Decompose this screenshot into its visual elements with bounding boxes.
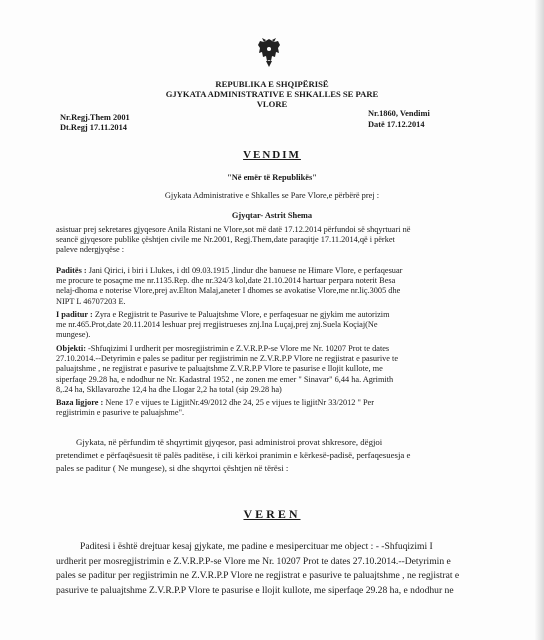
ref-left-line2: Dt.Regj 17.11.2014: [60, 123, 127, 132]
veren-line: pales se paditur per regjistrimin ne Z.V.R.P.P Vlore ne regjistrat e pasurive te paluajtshme , ne regjistrat e: [56, 570, 460, 581]
decision-subtitle: "Në emër të Republikës": [227, 173, 317, 182]
ref-right-line1: Nr.1860, Vendimi: [368, 109, 430, 118]
object-line: paluajtshme , ne regjistrat e pasurive te paluajtshme Z.V.R.P.P Vlore te pasurise e llojit kullote, me: [56, 364, 383, 374]
intro-line: seancë gjyqesore publike çështjen civile me Nr.2001, Regj.Them,date paraqitje 17.11.2014,që i përket: [56, 235, 395, 245]
legal-basis-section: [56, 398, 518, 418]
object-line: -Shfuqizimi I urdherit per mosregjistrimin e Z.V.R.P.P-se Vlore me Nr. 10207 Prot te dates: [88, 344, 390, 353]
veren-body: [56, 540, 522, 598]
decision-title: VENDIM: [243, 149, 301, 161]
object-section: [56, 344, 518, 395]
legal-basis-label: Baza ligjore :: [56, 398, 104, 407]
veren-line: urdherit per mosregjistrimin e Z.V.R.P.P-se Vlore me Nr. 10207 Prot te dates 27.10.2014.--Detyrimin e: [56, 555, 451, 567]
plaintiff-line: Jani Qirici, i biri i Llukes, i dtl 09.03.1915 ,lindur dhe banuese ne Himare Vlore, e perfaqesuar: [88, 266, 403, 275]
veren-line: pasurive te paluajtshme Z.V.R.P.P Vlore te pasurise e llojit kullote, me siperfaqe 29.28 ha, e ndodhur ne: [56, 584, 454, 596]
intro-line: paleve ndergjyqëse :: [56, 245, 125, 255]
plaintiff-line: NIPT L 46707203 E.: [56, 296, 126, 306]
header-city: VLORE: [256, 99, 288, 109]
ref-right-line2: Datë 17.12.2014: [368, 120, 425, 129]
header-court: GJYKATA ADMINISTRATIVE E SHKALLES SE PARE: [165, 89, 379, 99]
plaintiff-label: Paditës :: [56, 266, 87, 275]
plaintiff-section: [56, 266, 518, 307]
albanian-eagle-emblem-icon: [255, 36, 283, 70]
veren-line: Paditesi i është drejtuar kesaj gjykate, me padine e mesipercituar me object : - -Shfuqizimi I: [80, 541, 433, 552]
object-line: 8,.24 ha, Skllavarozhe 12,4 ha dhe Llogar 2,2 ha total (sip 29.28 ha): [56, 384, 282, 394]
hearing-line: pales se paditur ( Ne mungese), si dhe shqyrtoi çështjen në tërësi :: [56, 463, 289, 473]
object-label: Objekti:: [56, 344, 86, 353]
hearing-line: Gjykata, në përfundim të shqyrtimit gjyqesor, pasi administroi provat shkresore, dëgjoi: [76, 437, 383, 447]
hearing-paragraph: [56, 436, 518, 475]
defendant-section: [56, 310, 518, 341]
court-composition: Gjykata Administrative e Shkalles se Pare Vlore,e përbërë prej :: [164, 191, 380, 200]
header-republic: REPUBLIKA E SHQIPËRISË: [215, 79, 329, 89]
object-line: 27.10.2014.--Detyrimin e pales se paditur per regjistrimin ne Z.V.R.P.P Vlore ne regjistrat e pasurive te: [56, 354, 399, 364]
defendant-line: mungese).: [56, 330, 91, 340]
plaintiff-line: me procure te posaçme me nr.1135.Rep. dhe nr.324/3 kol,date 21.10.2014 hartuar perpara noterit Besa: [56, 276, 396, 286]
hearing-line: pretendimet e përfaqësuesit të palës paditëse, i cili kërkoi pranimin e kërkesë-padisë, perfaqesuesja e: [56, 450, 411, 460]
legal-basis-line: Nene 17 e vijues te LigjitNr.49/2012 dhe 24, 25 e vijues te ligjitNr 33/2012 " Per: [105, 398, 375, 407]
object-line: siperfaqe 29.28 ha, e ndodhur ne Nr. Kadastral 1952 , ne zonen me emer " Sinavar" 6,44 ha. Agrimith: [56, 374, 394, 384]
intro-line: asistuar prej sekretares gjyqesore Anila Ristani ne Vlore,sot më datë 17.12.2014 përfundoi së shqyrtuari në: [56, 225, 411, 234]
judge-line: Gjyqtar- Astrit Shema: [231, 211, 313, 220]
plaintiff-line: nelaj-dhoma e noterise Vlore,prej av.Elton Malaj,aneter I dhomes se avokatise Vlore,me nr.liç.3005 dhe: [56, 286, 401, 296]
defendant-line: Zyra e Regjistrit te Pasurive te Paluajtshme Vlore, e perfaqesuar ne gjykim me autorizim: [94, 310, 390, 319]
defendant-label: I paditur :: [56, 310, 93, 319]
ref-left-line1: Nr.Regj.Them 2001: [60, 113, 130, 122]
defendant-line: me nr.465.Prot,date 20.11.2014 leshuar prej rregjistrueses znj.Ina Luçaj,prej znj.Suela Koçiaj(Ne: [56, 320, 378, 330]
intro-paragraph: [56, 225, 518, 256]
veren-title: VEREN: [243, 507, 301, 521]
legal-basis-line: regjistrimin e pasurive te paluajshme".: [56, 408, 185, 418]
